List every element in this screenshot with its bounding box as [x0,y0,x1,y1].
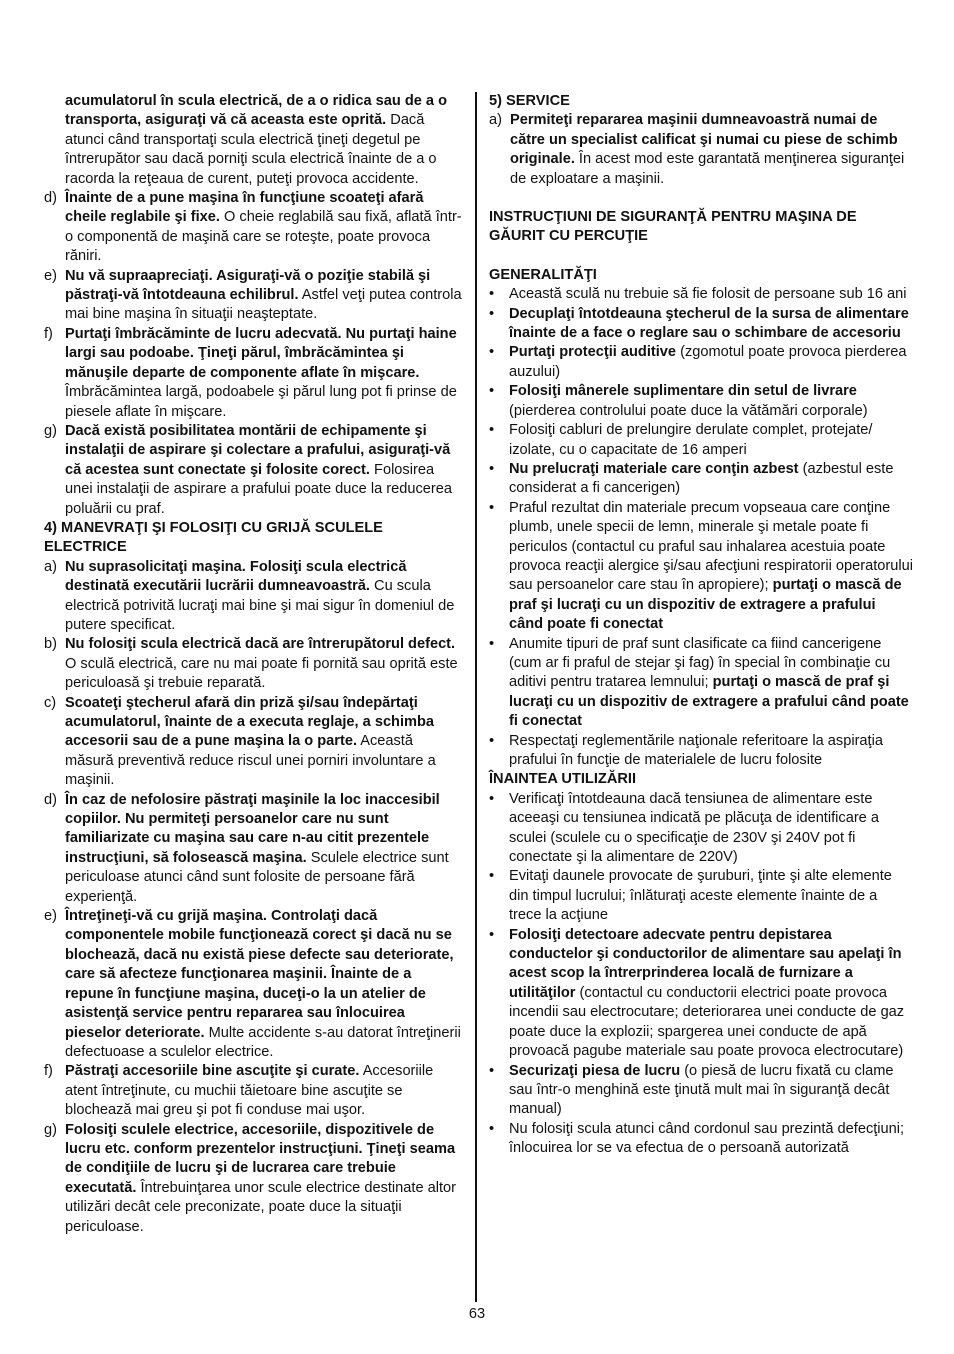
list-item [44,1121,464,1237]
bullet-text: Nu folosiţi scula atunci când cordonul sau prezintă defecţiuni; înlocuirea lor se va efectua de o persoană autorizată [509,1120,905,1157]
section-5-heading: 5) SERVICE [489,93,570,109]
bullet-text: Securizaţi piesa de lucru (o piesă de lucru fixată cu clame sau într-o menghină este ţinută mult mai în siguranţă decât manual) [509,1062,894,1118]
list-item [44,422,464,519]
bullet-icon: • [489,499,495,516]
bullet-icon: • [489,868,495,885]
item-label: d) [44,791,57,808]
list-item [44,694,464,791]
item-label: e) [44,267,57,284]
bullet-text: Respectaţi reglementările naţionale referitoare la aspiraţia prafului în funcţie de materialele de lucru folosite [509,732,883,768]
bullet-item [489,867,913,925]
list-item [44,1062,464,1120]
intro-bold: acumulatorul în scula electrică, de a o ridica sau de a o transporta, asiguraţi vă că aceasta este oprită. [65,93,448,129]
bullet-icon: • [489,732,495,749]
column-divider [475,92,477,1302]
bullet-text: Această sculă nu trebuie să fie folosit de persoane sub 16 ani [509,286,907,303]
bullet-item [489,926,913,1062]
bullet-icon: • [489,1120,495,1137]
bullet-item [489,499,913,635]
item-text: Înainte de a pune maşina în funcţiune scoateţi afară cheile reglabile şi fixe. O cheie reglabilă sau fixă, aflată într-o componentă de maşină care se roteşte, poate provoca răniri. [65,190,462,265]
bullet-icon: • [489,926,495,943]
item-text: În caz de nefolosire păstraţi maşinile la loc inaccesibil copiilor. Nu permiteţi persoanelor care nu sunt familiarizate cu maşina sau care n-au citit prezentele instrucţiuni, să folosească maşina. Sculele electrice sunt periculoase atunci când sunt folosite de persoane fără experienţă. [65,791,449,905]
bullet-item [489,732,913,771]
left-column [44,92,464,1237]
item-text: Purtaţi îmbrăcăminte de lucru adecvată. Nu purtaţi haine largi sau podoabe. Ţineţi părul, îmbrăcămintea şi mănuşile departe de componente aflate în mişcare. Îmbrăcămintea largă, podoabele şi părul lung pot fi prinse de piesele aflate în mişcare. [65,325,457,420]
item-label: f) [44,1063,53,1080]
bullet-icon: • [489,344,495,361]
general-list [489,285,913,770]
bullet-text: Folosiţi detectoare adecvate pentru depistarea conductelor şi conductorilor de alimentare sau apelaţi în acest scop la întrerprinderea locală de furnizare a utilităţilor (contactul cu conductorii electrici poate provoca incendii sau electrocutare; deteriorarea unei conducte de gaz poate duce la explozii; spargerea unei conducte de apă provoacă pagube materiale sau poate provoca electrocutare) [509,926,905,1060]
bullet-item [489,285,913,304]
bullet-text: Decuplaţi întotdeauna ştecherul de la sursa de alimentare înainte de a face o reglare sau o schimbare de accesoriu [509,305,909,342]
item-label: a) [489,112,502,129]
service-item [489,111,913,189]
safety-heading: INSTRUCŢIUNI DE SIGURANŢĂ PENTRU MAŞINA DE GĂURIT CU PERCUŢIE [489,209,857,245]
item-text: Dacă există posibilitatea montării de echipamente şi instalaţii de aspirare şi colectare a prafului, asiguraţi-vă că acestea sunt conectate şi folosite corect. Folosirea unei instalaţii de aspirare a prafului poate duce la reducerea poluării cu praf. [65,422,452,517]
bullet-icon: • [489,635,495,652]
before-use-list [489,790,913,1159]
bullet-icon: • [489,422,495,439]
bullet-icon: • [489,1062,495,1079]
bullet-item [489,1062,913,1120]
item-label: g) [44,1121,57,1138]
section-4-heading: 4) MANEVRAŢI ŞI FOLOSIŢI CU GRIJĂ SCULELE ELECTRICE [44,519,383,556]
list-item [44,325,464,422]
bullet-text: Evitaţi daunele provocate de şuruburi, ţinte şi alte elemente din timpul lucrului; înlăturaţi aceste elemente înainte de a trece la acţiune [509,868,892,924]
item-label: e) [44,908,57,925]
item-label: g) [44,422,57,439]
bullet-icon: • [489,460,495,477]
bullet-text: Nu prelucraţi materiale care conţin azbest (azbestul este considerat a fi cancerigen) [509,460,894,497]
list-item [44,558,464,636]
item-label: a) [44,558,57,575]
item-label: d) [44,190,57,207]
item-text: Întreţineţi-vă cu grijă maşina. Controlaţi dacă componentele mobile funcţionează corect şi dacă nu se blochează, dacă nu există piese defecte sau deteriorate, care să afecteze funcţionarea maşinii. Înainte de a repune în funcţiune maşina, duceţi-o la un atelier de asistenţă service pentru repararea sau înlocuirea pieselor deteriorate. Multe accidente s-au datorat întreţinerii defectuoase a sculelor electrice. [65,908,461,1060]
bullet-item [489,1120,913,1159]
bullet-text: Folosiţi cabluri de prelungire derulate complet, protejate/ izolate, cu o capacitate de 16 amperi [509,422,873,458]
item-text: Nu vă supraapreciaţi. Asiguraţi-vă o poziţie stabilă şi păstraţi-vă întotdeauna echilibrul. Astfel veţi putea controla mai bine maşina în situaţii neaşteptate. [65,267,462,323]
items-section-3 [44,189,464,519]
bullet-icon: • [489,790,495,807]
item-text: Nu folosiţi scula electrică dacă are întrerupătorul defect. O sculă electrică, care nu mai poate fi pornită sau oprită este periculoasă şi trebuie reparată. [65,636,458,692]
page-number: 63 [468,1306,486,1322]
list-item [44,189,464,267]
general-heading: GENERALITĂŢI [489,266,597,283]
bullet-item [489,305,913,344]
item-text: Permiteţi repararea maşinii dumneavoastră numai de către un specialist calificat şi numai cu piese de schimb originale. În acest mod este garantată menţinerea siguranţei de exploatare a maşinii. [510,112,905,187]
bullet-item [489,382,913,421]
item-label: b) [44,636,57,653]
list-item [44,791,464,907]
bullet-text: Praful rezultat din materiale precum vopseaua care conţine plumb, unele specii de lemn, minerale şi metale poate fi periculos (contactul cu praful sau inhalarea acestuia poate provoca reacţii alergice şi/sau afecţiuni respiratorii operatorului sau persoanelor care stau în apropiere); purtaţi o mască de praf şi lucraţi cu un dispozitiv de extragere a prafului când poate fi conectat [509,499,913,633]
list-item [44,267,464,325]
intro-text: Dacă atunci când transportaţi scula electrică ţineţi degetul pe întrerupător sau dacă porniţi scula electrică înainte de a o racorda la reţeaua de curent, puteţi provoca accidente. [65,112,437,187]
right-column [489,92,913,1159]
item-label: c) [44,694,57,711]
bullet-item [489,635,913,732]
item-label: f) [44,325,53,342]
list-item [44,907,464,1062]
bullet-item [489,460,913,499]
bullet-text: Verificaţi întotdeauna dacă tensiunea de alimentare este aceeaşi cu tensiunea indicată pe plăcuţa de identificare a sculei (sculele cu o specificaţie de 230V şi 240V pot fi conectate şi la alimentare de 220V) [509,790,879,866]
bullet-text: Purtaţi protecţii auditive (zgomotul poate provoca pierderea auzului) [509,344,907,380]
item-text: Folosiţi sculele electrice, accesoriile, dispozitivele de lucru etc. conform prezentelor instrucţiuni. Ţineţi seama de condiţiile de lucru şi de lucrarea care trebuie executată. Întrebuinţarea unor scule electrice destinate altor utilizări decât cele preconizate, poate duce la situaţii periculoase. [65,1121,457,1235]
bullet-item [489,421,913,460]
bullet-item [489,343,913,382]
item-text: Păstraţi accesoriile bine ascuţite şi curate. Accesoriile atent întreţinute, cu muchii tăietoare bine ascuţite se blochează mai greu şi pot fi conduse mai uşor. [65,1063,434,1119]
bullet-icon: • [489,383,495,400]
items-section-4 [44,558,464,1237]
item-text: Scoateţi ştecherul afară din priză şi/sau îndepărtaţi acumulatorul, înainte de a executa reglaje, a schimba accesorii sau de a pune maşina la o parte. Această măsură preventivă reduce riscul unei porniri involuntare a maşinii. [65,694,436,789]
bullet-icon: • [489,286,495,303]
item-text: Nu suprasolicitaţi maşina. Folosiţi scula electrică destinată executării lucrării dumneavoastră. Cu scula electrică potrivită lucraţi mai bine şi mai sigur în domeniul de putere specificat. [65,558,455,633]
intro-paragraph [44,92,464,189]
bullet-text: Folosiţi mânerele suplimentare din setul de livrare (pierderea controlului poate duce la vătămări corporale) [509,383,868,419]
bullet-icon: • [489,305,495,322]
bullet-text: Anumite tipuri de praf sunt clasificate ca fiind cancerigene (cum ar fi praful de stejar şi fag) în special în combinaţie cu aditivi pentru tratarea lemnului; purtaţi o mască de praf şi lucraţi cu un dispozitiv de extragere a prafului când poate fi conectat [509,635,909,730]
bullet-item [489,790,913,868]
list-item [44,635,464,693]
before-use-heading: ÎNAINTEA UTILIZĂRII [489,771,637,788]
